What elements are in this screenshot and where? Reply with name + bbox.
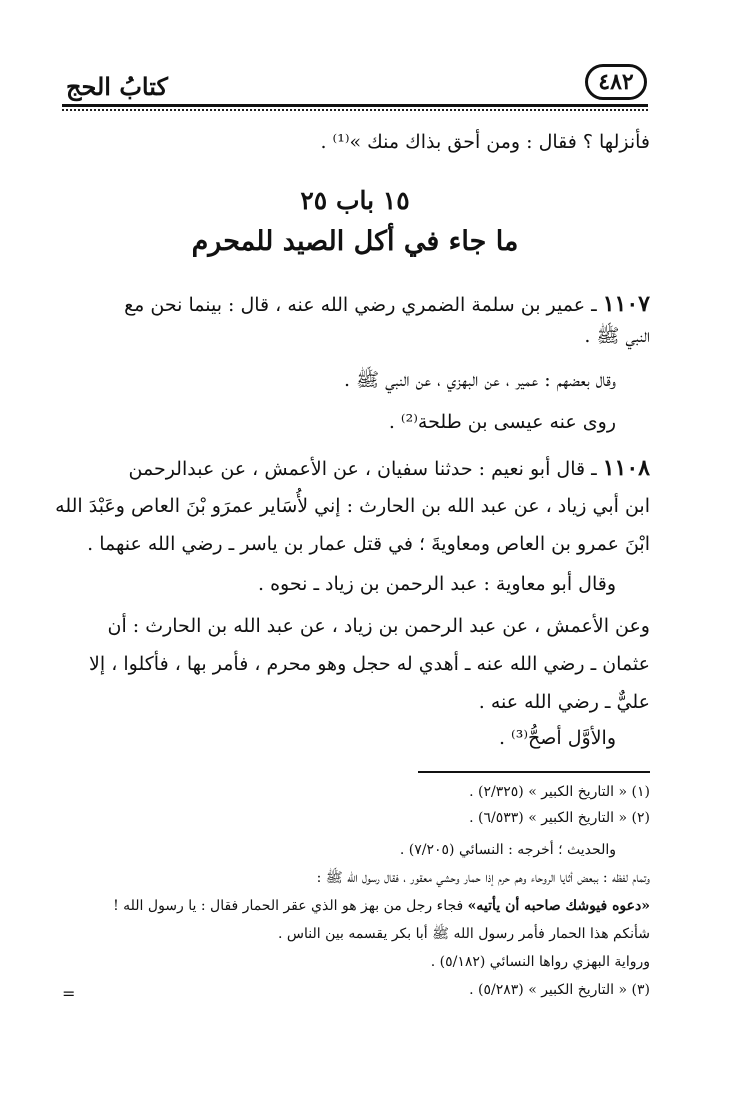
footnote-rule — [418, 771, 650, 773]
hadith-1107-line-4: روى عنه عيسى بن طلحة⁽²⁾ . — [388, 411, 616, 433]
hadith-number: ١١٠٧ — [602, 291, 650, 317]
footnote-1: (١) « التاريخ الكبير » (٢/٣٢٥) . — [469, 784, 650, 800]
hadith-1108-line-2: ابن أبي زياد ، عن عبد الله بن الحارث : إني لأُسَاير عمرَو بْنَ العاص وعَبْدَ الله — [55, 495, 650, 517]
footnote-text: فجاء رجل من بهز هو الذي عقر الحمار فقال : يا رسول الله ! — [113, 898, 468, 914]
hadith-1108-line-5: وعن الأعمش ، عن عبد الرحمن بن زياد ، عن عبد الله بن الحارث : أن — [107, 615, 650, 637]
bab-subtitle: ما جاء في أكل الصيد للمحرم — [191, 226, 519, 257]
hadith-1107-line-2: النبي ﷺ . — [584, 325, 650, 347]
hadith-1107-line-1 — [124, 290, 650, 319]
footnote-2-ref: والحديث ؛ أخرجه : النسائي (٧/٢٠٥) . — [399, 842, 616, 858]
footnote-2-text-2 — [113, 896, 650, 916]
bab-title: ١٥ باب ٢٥ — [300, 186, 410, 215]
hadith-1108-line-8: والأوَّل أصحُّ⁽³⁾ . — [498, 727, 616, 749]
hadith-number: ١١٠٨ — [602, 455, 650, 481]
footnote-3: (٣) « التاريخ الكبير » (٥/٢٨٣) . — [469, 982, 650, 998]
header-rule — [62, 104, 648, 107]
page-number-badge: ٤٨٢ — [585, 64, 647, 100]
hadith-1108-line-1 — [129, 454, 651, 483]
footnote-2: (٢) « التاريخ الكبير » (٦/٥٣٣) . — [469, 810, 650, 826]
footnote-2-text-4: ورواية البهزي رواها النسائي (٥/١٨٢) . — [430, 954, 650, 970]
hadith-1107-line-3: وقال بعضهم : عمير ، عن البهزي ، عن النبي ﷺ . — [344, 369, 616, 391]
footnote-2-text-3: شأنكم هذا الحمار فأمر رسول الله ﷺ أبا بكر يقسمه بين الناس . — [278, 926, 650, 942]
hadith-1108-line-7: عليٌّ ـ رضي الله عنه . — [478, 691, 650, 713]
hadith-1108-line-6: عثمان ـ رضي الله عنه ـ أهدي له حجل وهو محرم ، فأمر بها ، فأكلوا ، إلا — [89, 653, 650, 675]
hadith-text: ـ عمير بن سلمة الضمري رضي الله عنه ، قال : بينما نحن مع — [124, 294, 603, 316]
hadith-1108-line-4: وقال أبو معاوية : عبد الرحمن بن زياد ـ نحوه . — [258, 573, 616, 595]
header-dotted-rule — [62, 109, 648, 111]
quoted-hadith: «دعوه فيوشك صاحبه أن يأتيه» — [467, 898, 650, 914]
intro-line: فأنزلها ؟ فقال : ومن أحق بذاك منك »⁽¹⁾ . — [320, 131, 650, 153]
continuation-mark: = — [62, 984, 76, 1003]
footnote-2-text-1: وتمام لفظه : ببعض أثايا الروحاء وهم حرم إذا حمار وحشي معقور ، فقال رسول الله ﷺ : — [316, 870, 650, 886]
hadith-1108-line-3: ابْنَ عمرو بن العاص ومعاويةَ ؛ في قتل عمار بن ياسر ـ رضي الله عنهما . — [87, 533, 650, 555]
chapter-running-title: كتابُ الحج — [66, 72, 168, 101]
hadith-text: ـ قال أبو نعيم : حدثنا سفيان ، عن الأعمش ، عن عبدالرحمن — [128, 458, 603, 480]
